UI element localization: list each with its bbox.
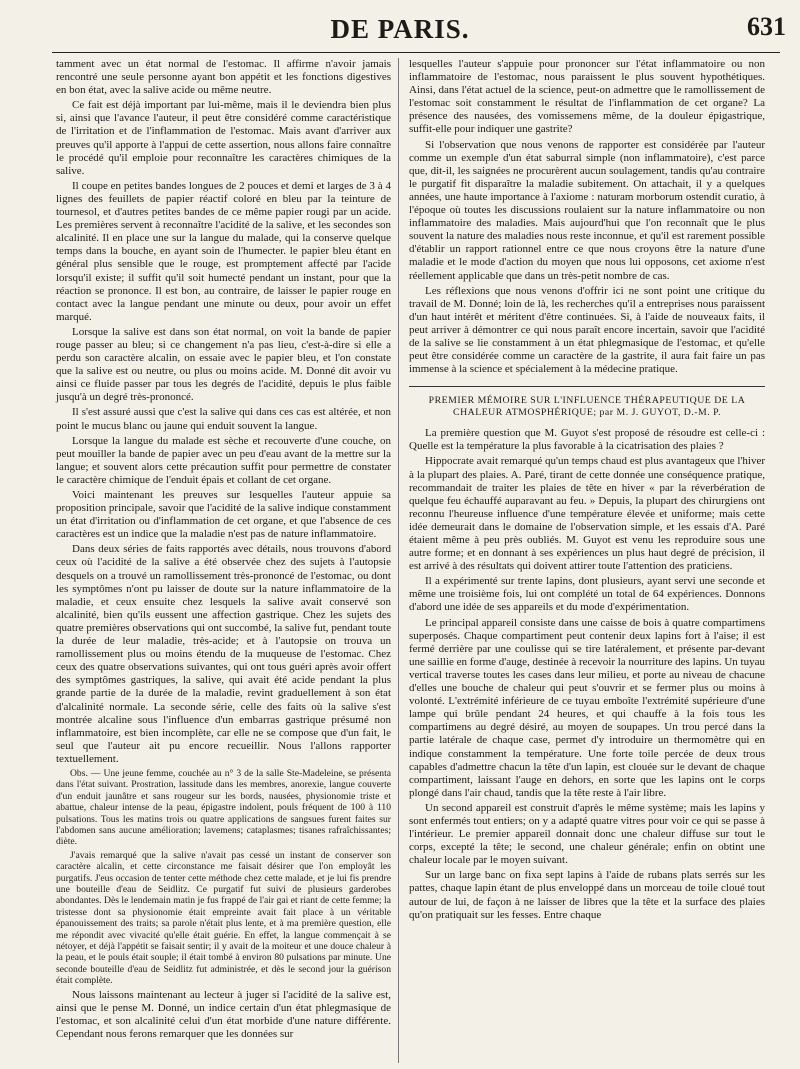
paragraph: Ce fait est déjà important par lui-même, mais il le deviendra bien plus si, ainsi que l'avance l'auteur, il peut être considéré comme caractéristique de l'irritation et de l'inflammation de l'estomac. Mais avant d'arriver aux preuves qu'il apporte à l'appui de cette assertion, nous allons faire connaître le procédé qu'il emploie pour reconnaître les caractères chimiques de la salive. [56, 99, 391, 177]
paragraph: Nous laissons maintenant au lecteur à juger si l'acidité de la salive est, ainsi que le pense M. Donné, un indice certain d'un état phlegmasique de l'estomac, et son alcalinité celui d'un état morbide d'une nature différente. Cependant nous ferons remarquer que les données sur [56, 988, 391, 1040]
paragraph: Sur un large banc on fixa sept lapins à l'aide de rubans plats serrés sur les pattes, chaque lapin étant de plus enveloppé dans un morceau de toile cloué tout autour de lui, de façon à ne laisser de libres que la tête et la surface des plaies qu'on pratiquait sur les fesses. Entre chaque [409, 869, 765, 921]
paragraph: Lorsque la langue du malade est sèche et recouverte d'une couche, on peut mouiller la bande de papier avec un peu d'eau avant de la mettre sur la langue; et souvent alors cette précaution suffit pour permettre de constater le caractère chimique de l'enduit épais et collant de cet organe. [56, 434, 391, 486]
paragraph: lesquelles l'auteur s'appuie pour prononcer sur l'état inflammatoire ou non inflammatoire de l'estomac, nous paraissent le plus souvent hypothétiques. Ainsi, dans l'état actuel de la science, peut-on admettre que le ramollissement de l'estomac soit constamment le résultat de l'inflammation de cet organe? La présence des nausées, des vomissemens même, de la douleur épigastrique, suffit-elle pour indiquer une gastrite? [409, 58, 765, 136]
paragraph: Les réflexions que nous venons d'offrir ici ne sont point une critique du travail de M. Donné; loin de là, les recherches qu'il a entreprises nous paraissent d'un haut intérêt et méritent d'être continuées. Si, à l'aide de nouveaux faits, il peut arriver à démontrer ce qui nous paraît encore incertain, savoir que l'acidité de la salive se lie constamment à un état phlegmasique de l'estomac, et qu'elle peut être considérée comme un caractère de la gastrite, il aura fait faire un pas immense à la science et spécialement à la médecine pratique. [409, 284, 765, 376]
header-rule [52, 52, 780, 53]
paragraph: Il coupe en petites bandes longues de 2 pouces et demi et larges de 3 à 4 lignes des feuillets de papier réactif coloré en bleu par la teinture de tournesol, et d'autres petites bandes de ce même papier rougi par un acide. Les premières servent à reconnaître l'acidité de la salive, et les secondes son alcalinité. Il en place une sur la langue du malade, qui la conserve quelque temps dans la bouche, en ayant soin de l'humecter. le papier bleu étant en général plus sensible que le rouge, est promptement affecté par l'acide lorsqu'il existe; il suffit qu'il soit humecté pendant un instant, pour que la réaction se prononce. Il est bon, au contraire, de laisser le papier rouge en contact avec la langue pendant une minute ou deux, pour avoir un effet marqué. [56, 179, 391, 323]
paragraph: Si l'observation que nous venons de rapporter est considérée par l'auteur comme un exemple d'un état saburral simple (non inflammatoire), c'est parce que, dit-il, les saignées ne procurèrent aucun soulagement, tandis qu'au contraire le purgatif fit disparaître la maladie subitement. On attachait, il y a quelques années, une haute importance à l'axiome : naturam morborum ostendit curatio, à l'époque où toutes les discussions roulaient sur la nature inflammatoire ou non inflammatoire des maladies. Mais aujourd'hui que l'on reconnaît que le plus souvent la nature des maladies nous reste inconnue, et qu'il est rarement possible d'établir un rapport rationnel entre ce que nous croyons être la nature d'une maladie et le mode d'action du moyen que nous lui opposons, cet axiome n'est réellement applicable que dans un très-petit nombre de cas. [409, 138, 765, 282]
left-column [56, 58, 391, 1043]
running-title: DE PARIS. [330, 14, 470, 44]
paragraph: Il a expérimenté sur trente lapins, dont plusieurs, ayant servi une seconde et même une troisième fois, lui ont complété un total de 64 expériences. Donnons d'abord une idée de ses appareils et du mode d'expérimentation. [409, 575, 765, 614]
observation-paragraph: Obs. — Une jeune femme, couchée au n° 3 de la salle Ste-Madeleine, se présenta dans l'état suivant. Prostration, lassitude dans les membres, anorexie, langue couverte d'un enduit jaunâtre et sans rougeur sur les bords, nausées, physionomie triste et abattue, chaleur intense de la peau, épigastre indolent, pouls fréquent de 100 à 110 pulsations. Tous les matins trois ou quatre applications de sangsues furent faites sur l'abdomen sans aucune amélioration; lavemens; cataplasmes; tisanes rafraîchissantes; diète. [56, 767, 391, 848]
page-header [0, 0, 800, 48]
paragraph: tamment avec un état normal de l'estomac. Il affirme n'avoir jamais rencontré une seule personne ayant bon appétit et les fonctions digestives en bon état, avec la salive acide ou même neutre. [56, 58, 391, 97]
paragraph: Dans deux séries de faits rapportés avec détails, nous trouvons d'abord ceux où l'acidité de la salive a été observée chez des sujets à l'autopsie desquels on a trouvé un ramollissement très-prononcé de l'estomac, ou dont les symptômes n'ont pu laisser de doute sur la nature inflammatoire de la maladie, et ceux ensuite chez lesquels la salive avait conservé son alcalinité, bien qu'ils eussent une affection gastrique. Chez les sujets des quatre premières observations qui ont succombé, la salive fut, pendant toute la durée de leur maladie, très-acide; et à l'autopsie on trouva un ramollissement plus ou moins étendu de la muqueuse de l'estomac. Chez ceux des quatre observations suivantes, qui ont tous guéri après avoir offert des symptômes gastriques, la salive, qui avait été acide pendant la plus grande partie de la durée de la maladie, revint graduellement à son état d'alcalinité normale. La seconde série, celle des faits où la salive s'est montrée alcaline sous l'influence d'un embarras gastrique présumé non inflammatoire, est bien incomplète, car elle ne se compose que d'un fait, le seul que l'auteur ait pu encore recueillir. Nous l'allons rapporter textuellement. [56, 543, 391, 765]
column-divider [398, 58, 399, 1063]
paragraph: Un second appareil est construit d'après le même système; mais les lapins y sont enfermés tout entiers; on y a adapté quatre vitres pour voir ce qui se passe à l'intérieur. Le premier appareil donnait donc une chaleur diffuse sur tout le corps, excepté la tête; le second, une chaleur générale; enfin on obtint une chaleur locale par le moyen suivant. [409, 801, 765, 867]
paragraph: Lorsque la salive est dans son état normal, on voit la bande de papier rouge passer au bleu; si ce changement n'a pas lieu, c'est-à-dire si elle a perdu son caractère alcalin, on essaie avec le papier bleu, et l'on constate que la salive est ou neutre, ou plus ou moins acide. M. Donné dit avoir vu ainsi ce fluide passer par tous les degrés de l'acidité, depuis le plus faible jusqu'à un degré très-prononcé. [56, 325, 391, 404]
paragraph: La première question que M. Guyot s'est proposé de résoudre est celle-ci : Quelle est la température la plus favorable à la cicatrisation des plaies ? [409, 427, 765, 453]
observation-paragraph: J'avais remarqué que la salive n'avait pas cessé un instant de conserver son caractère alcalin, et cette circonstance me faisait désirer que l'on employât les purgatifs. J'eus occasion de tenter cette méthode chez cette malade, et je lui fis prendre une bouteille d'eau de Seidlitz. Ce purgatif fut suivi de plusieurs garderobes abondantes. Dès le lendemain matin je fus frappé de l'air gai et riant de cette femme; la tristesse dont sa physionomie était empreinte avait fait place à un véritable épanouissement des traits; sa parole n'était plus lente, et à ma première question, elle me répondit avec vivacité qu'elle était guérie. En effet, la langue commençait à se nétoyer, et déjà l'appétit se faisait sentir; il y avait de la moiteur et une douce chaleur à la peau, et le pouls était souple; il était tombé à environ 80 pulsations par minute. Une seconde bouteille d'eau de Seidlitz fut administrée, et dès le second jour la guérison était complète. [56, 849, 391, 987]
page-number: 631 [747, 12, 786, 41]
section-title: PREMIER MÉMOIRE SUR L'INFLUENCE THÉRAPEUTIQUE DE LA CHALEUR ATMOSPHÉRIQUE; par M. J. GUYOT, D.-M. P. [409, 386, 765, 419]
right-column [409, 58, 765, 924]
paragraph: Le principal appareil consiste dans une caisse de bois à quatre compartimens superposés. Chaque compartiment peut contenir deux lapins fort à l'aise; il est fermé derrière par une coulisse qui se tire latéralement, et présente par-devant une saillie en forme d'auge, destinée à recevoir la nourriture des lapins. Un tuyau vertical traverse toutes les cases dans leur milieu, et porte au niveau de chacune d'elles une bouche de chaleur qui peut s'ouvrir et se fermer plus ou moins à volonté. L'extrémité inférieure de ce tuyau emboîte l'extrémité supérieure d'une lampe qui brûle pendant 24 heures, et qui chauffe à la fois tous les compartimens au degré désiré, au moyen de soupapes. Un trou percé dans la partie latérale de chaque case, permet d'y introduire un thermomètre qui en indique constamment la température. Une forte toile percée de deux trous capables d'admettre chacun la tête d'un lapin, est clouée sur le devant de chaque compartiment, laissant l'auge en dehors, en sorte que les lapins ont le corps plongé dans l'air chaud, tandis que la tête reste à l'air libre. [409, 616, 765, 799]
paragraph: Voici maintenant les preuves sur lesquelles l'auteur appuie sa proposition principale, savoir que l'acidité de la salive indique constamment un état d'irritation ou d'inflammation de cet organe, et que l'absence de ces caractères est un indice que la maladie n'est pas de nature inflammatoire. [56, 489, 391, 541]
paragraph: Il s'est assuré aussi que c'est la salive qui dans ces cas est altérée, et non point le mucus blanc ou jaune qui enduit souvent la langue. [56, 406, 391, 432]
paragraph: Hippocrate avait remarqué qu'un temps chaud est plus avantageux que l'hiver à la plupart des plaies. A. Paré, tirant de cette donnée une conséquence pratique, recommandait de traiter les plaies de tête en hiver « par la réverbération de quelque feu échauffé auparavant au feu. » Depuis, la plupart des chirurgiens ont reconnu l'heureuse influence d'une température élevée et uniforme; mais cette idée demeurait dans le domaine de l'observation simple, et les essais d'A. Paré étaient même à peu près oubliés. M. Guyot est venu les reproduire sous une autre forme; et en donnant à ses expériences un plus haut degré de précision, il est arrivé à des résultats qui doivent attirer toute l'attention des praticiens. [409, 455, 765, 573]
